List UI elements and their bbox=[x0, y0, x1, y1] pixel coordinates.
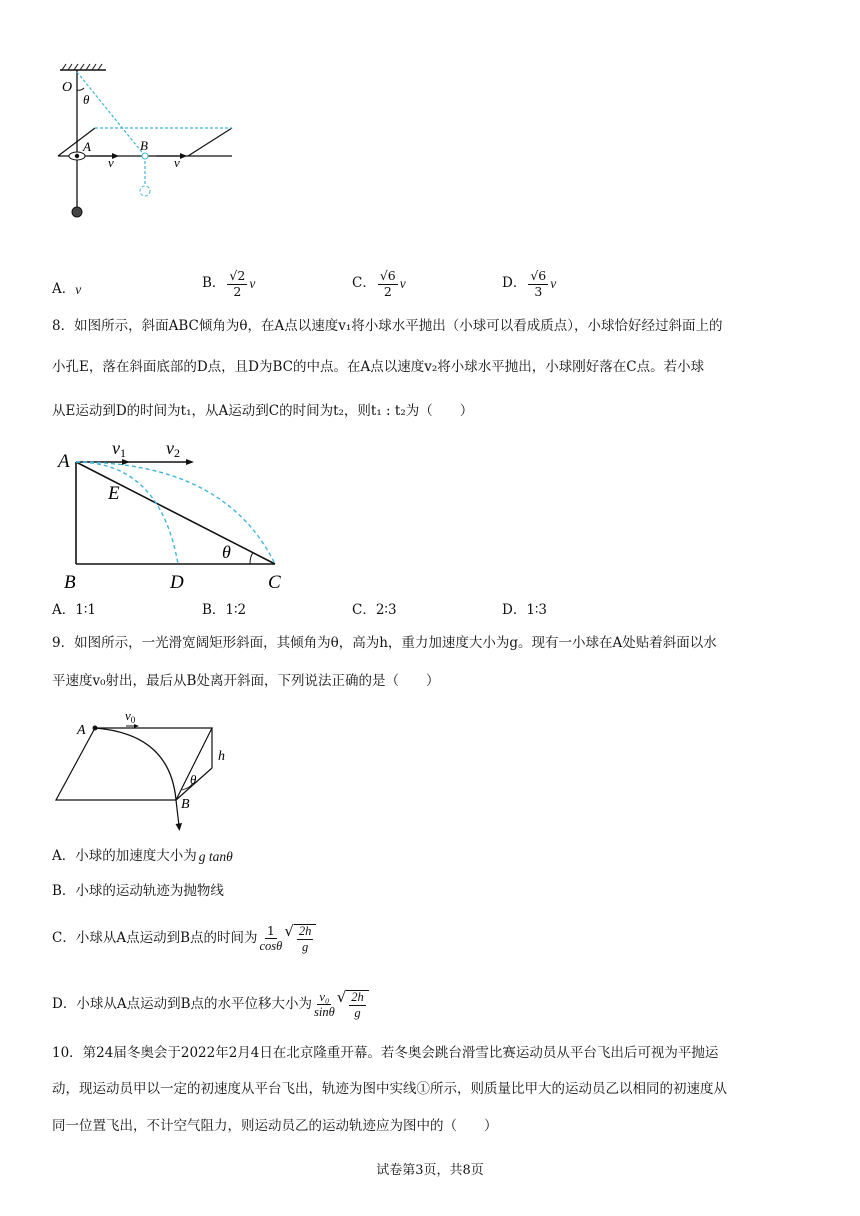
q8-option-c[interactable]: C． 2∶3 bbox=[352, 602, 397, 618]
q8-line1: 8．如图所示，斜面ABC倾角为θ，在A点以速度v₁将小球水平抛出（小球可以看成质点），小球恰好经过斜面上的 bbox=[52, 318, 723, 334]
q7-option-d[interactable]: D． $\frac{√6}{3}$ v bbox=[502, 268, 557, 299]
q8-label-v1: v1 bbox=[112, 438, 126, 460]
q9-line1: 9．如图所示，一光滑宽阔矩形斜面，其倾角为θ，高为h，重力加速度大小为g。现有一小球在A处贴着斜面以水 bbox=[52, 635, 717, 651]
q9-option-b[interactable]: B．小球的运动轨迹为抛物线 bbox=[52, 883, 224, 899]
q7-figure bbox=[50, 60, 250, 225]
q10-line1: 10．第24届冬奥会于2022年2月4日在北京隆重开幕。若冬奥会跳台滑雪比赛运动员从平台飞出后可视为平抛运 bbox=[52, 1045, 719, 1061]
q8-label-B: B bbox=[64, 572, 76, 592]
q8-option-b[interactable]: B． 1∶2 bbox=[202, 602, 247, 618]
q7-label-O: O bbox=[62, 80, 73, 95]
q9-figure bbox=[50, 704, 250, 836]
q7-option-c[interactable]: C． $\frac{√6}{2}$ v bbox=[352, 268, 406, 299]
q7-label-B: B bbox=[140, 138, 148, 153]
q9-label-h: h bbox=[218, 749, 225, 764]
q7-option-a[interactable]: A． v bbox=[52, 281, 82, 297]
q9-line2: 平速度v₀射出，最后从B处离开斜面，下列说法正确的是（ ） bbox=[52, 673, 440, 689]
q10-line2: 动，现运动员甲以一定的初速度从平台飞出，轨迹为图中实线①所示，则质量比甲大的运动员乙以相同的初速度从 bbox=[52, 1081, 727, 1097]
q8-line2: 小孔E，落在斜面底部的D点，且D为BC的中点。在A点以速度v₂将小球水平抛出，小球刚好落在C点。若小球 bbox=[52, 359, 705, 375]
q7-option-b[interactable]: B． $\frac{√2}{2}$ v bbox=[202, 268, 256, 299]
q8-option-a[interactable]: A． 1∶1 bbox=[52, 602, 96, 618]
q8-label-E: E bbox=[108, 483, 120, 504]
q8-label-v2: v2 bbox=[166, 438, 180, 460]
q8-label-C: C bbox=[268, 572, 281, 592]
page-footer: 试卷第3页，共8页 bbox=[376, 1163, 484, 1178]
q7-label-v2: v bbox=[174, 155, 180, 170]
q9-label-theta: θ bbox=[190, 772, 197, 787]
q9-option-d[interactable]: D．小球从A点运动到B点的水平位移大小为 $\frac{\text{v₀}}{\sin\theta}$ √ $\frac{2h}{g}$ bbox=[52, 990, 369, 1019]
q8-option-d[interactable]: D． 1∶3 bbox=[502, 602, 548, 618]
q7-label-A: A bbox=[83, 139, 91, 154]
q8-label-D: D bbox=[170, 572, 184, 592]
q10-line3: 同一位置飞出，不计空气阻力，则运动员乙的运动轨迹应为图中的（ ） bbox=[52, 1118, 498, 1134]
q8-label-A: A bbox=[58, 451, 70, 472]
q9-option-c[interactable]: C．小球从A点运动到B点的时间为 $\frac{1}{\cos\theta}$ √ $\frac{2h}{g}$ bbox=[52, 924, 316, 953]
q9-option-a[interactable]: A．小球的加速度大小为 g tanθ bbox=[52, 848, 233, 864]
q9-label-A: A bbox=[77, 723, 86, 738]
q8-label-theta: θ bbox=[222, 542, 231, 562]
q8-line3: 从E运动到D的时间为t₁，从A运动到C的时间为t₂，则t₁ : t₂为（ ） bbox=[52, 403, 474, 419]
q9-label-B: B bbox=[181, 797, 190, 812]
q7-label-v1: v bbox=[108, 155, 114, 170]
q8-figure bbox=[50, 432, 310, 592]
q9-label-v0: $v_0$ bbox=[125, 708, 136, 725]
q7-label-theta: θ bbox=[83, 92, 90, 107]
